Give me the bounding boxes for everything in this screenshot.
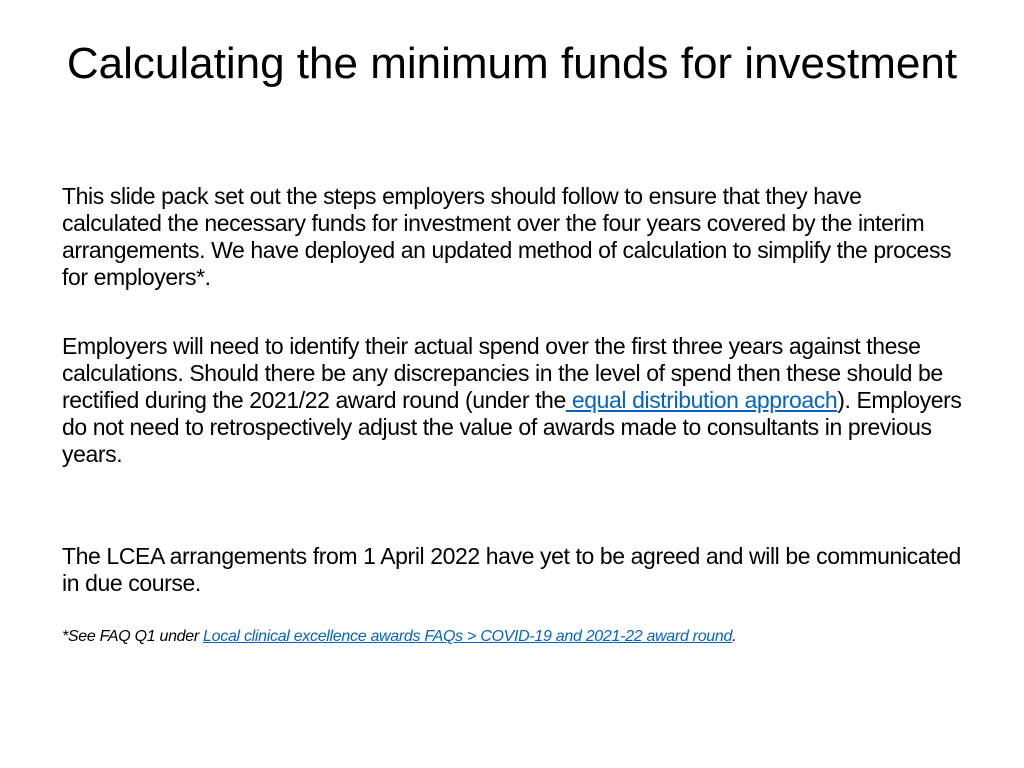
lcea-arrangements-paragraph: The LCEA arrangements from 1 April 2022 have yet to be agreed and will be communicated in due course.	[62, 543, 961, 596]
footnote-suffix: .	[732, 628, 737, 645]
discrepancy-text-after-link: ). Employers do not need to retrospectively adjust the value of awards made to consultants in previous years.	[62, 387, 962, 467]
lcea-faqs-link[interactable]: Local clinical excellence awards FAQs > COVID-19 and 2021-22 award round	[203, 628, 733, 645]
footnote-prefix: *See FAQ Q1 under	[62, 628, 204, 645]
equal-distribution-approach-link[interactable]: equal distribution approach	[565, 387, 838, 413]
intro-paragraph: This slide pack set out the steps employers should follow to ensure that they have calculated the necessary funds for investment over the four years covered by the interim arrangements. We have deployed an updated method of calculation to simplify the process for employers*.	[62, 183, 952, 290]
slide-title: Calculating the minimum funds for investment	[66, 39, 958, 88]
discrepancy-paragraph	[62, 333, 962, 468]
faq-footnote	[62, 627, 962, 647]
discrepancy-text-before-link: Employers will need to identify their actual spend over the first three years against these calculations. Should there be any discrepancies in the level of spend then these should be rectified during the 2021/22 award round (under the	[62, 333, 943, 413]
